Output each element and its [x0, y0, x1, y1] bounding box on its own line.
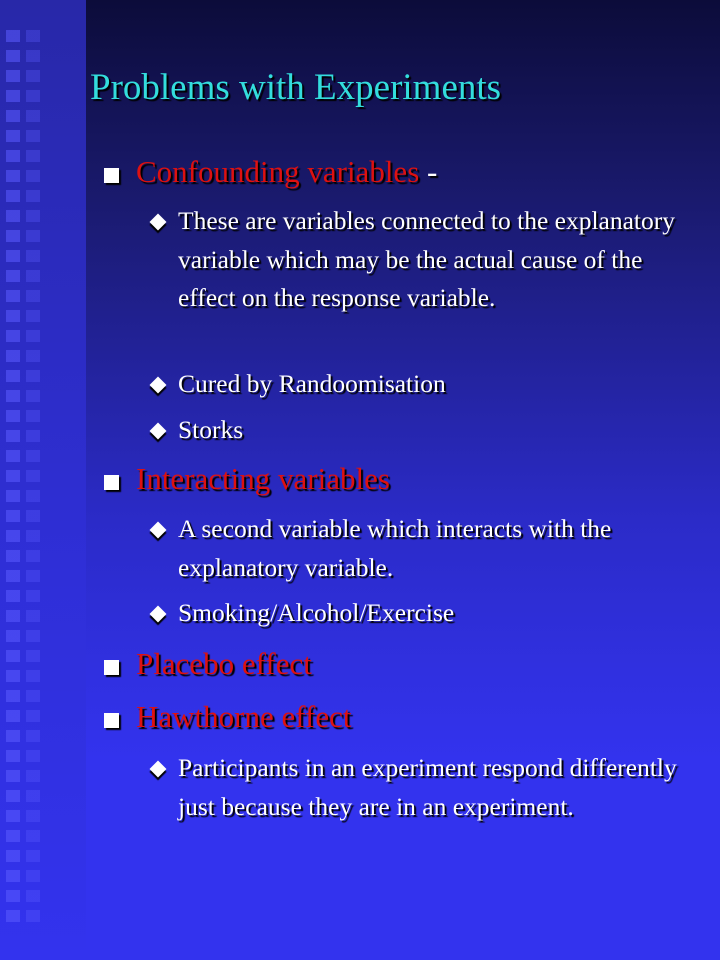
diamond-bullet-icon: [150, 761, 167, 778]
left-bar-pattern: [6, 30, 20, 930]
bullet-heading-suffix: -: [419, 154, 438, 189]
square-bullet-icon: [104, 475, 119, 490]
square-bullet-icon: [104, 660, 119, 675]
diamond-bullet-icon: [150, 377, 167, 394]
sub-bullet-text: Cured by Randoomisation: [178, 369, 446, 398]
sub-bullet-text: Smoking/Alcohol/Exercise: [178, 598, 455, 627]
sub-bullet-text: Participants in an experiment respond differently just because they are in an experiment.: [178, 753, 677, 821]
bullet-heading: Hawthorne effect: [136, 699, 352, 734]
left-decorative-bar: [0, 0, 86, 960]
bullet-heading: Confounding variables: [136, 154, 420, 189]
diamond-bullet-icon: [150, 522, 167, 539]
left-bar-pattern-secondary: [26, 30, 40, 930]
slide-title: Problems with Experiments: [90, 67, 502, 108]
bullet-heading-wrap: [136, 154, 437, 190]
square-bullet-icon: [104, 713, 119, 728]
diamond-bullet-icon: [150, 606, 167, 623]
sub-bullet-text: Storks: [178, 415, 244, 444]
diamond-bullet-icon: [150, 214, 167, 231]
square-bullet-icon: [104, 168, 119, 183]
sub-bullet-text: These are variables connected to the explanatory variable which may be the actual cause of the effect on the response variable.: [178, 206, 676, 312]
sub-bullet-text: A second variable which interacts with the explanatory variable.: [178, 514, 612, 582]
diamond-bullet-icon: [150, 423, 167, 440]
bullet-heading: Interacting variables: [136, 461, 390, 496]
bullet-heading: Placebo effect: [136, 646, 312, 681]
